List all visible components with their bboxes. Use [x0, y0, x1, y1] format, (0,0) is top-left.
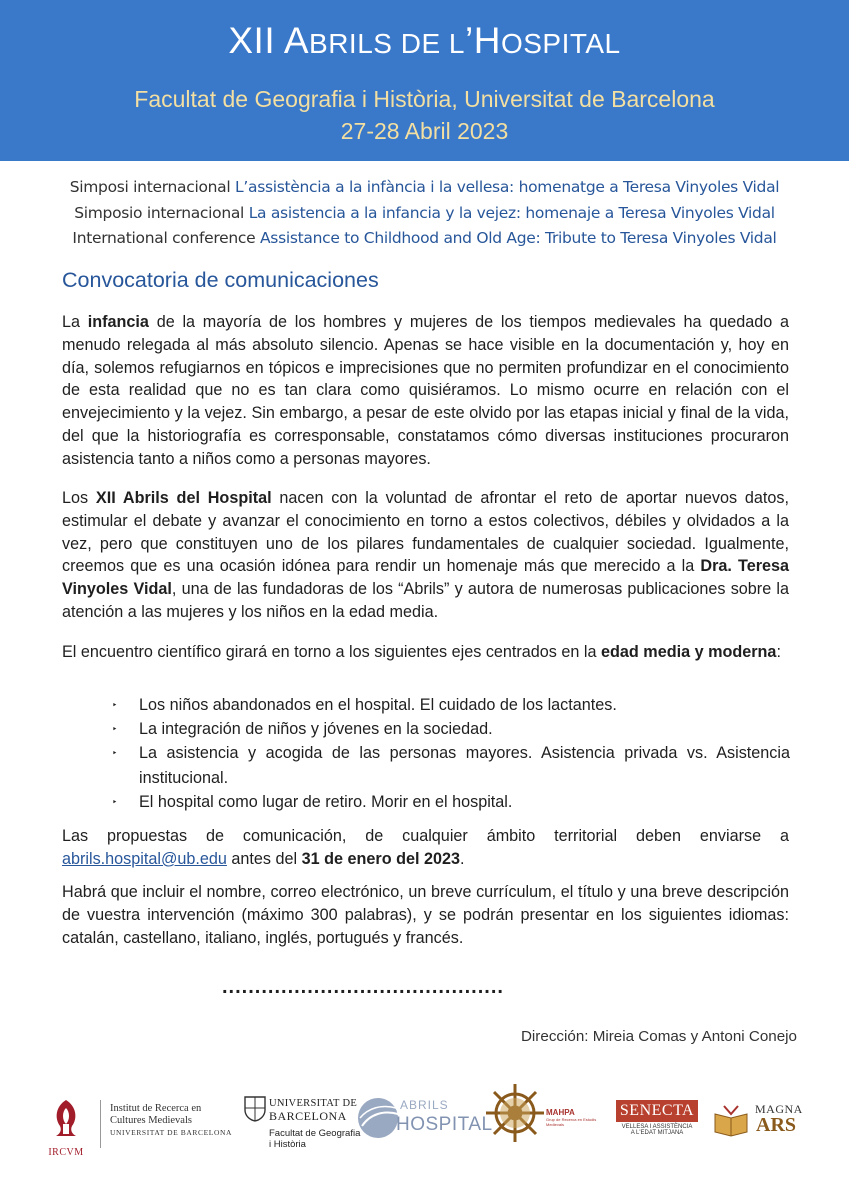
axes-list	[110, 693, 790, 814]
event-dates: 27-28 Abril 2023	[340, 118, 509, 144]
conference-title-es: Simposio internacional La asistencia a la infancia y la vejez: homenaje a Teresa Vinyoles Vidal	[74, 204, 775, 222]
ircvm-text-logo: Institut de Recerca en Cultures Medievals UNIVERSITAT DE BARCELONA	[110, 1103, 232, 1137]
deadline: 31 de enero del 2023	[301, 849, 460, 868]
ircvm-emblem-icon	[46, 1096, 86, 1142]
bullet-arrow-icon: ‣	[112, 796, 118, 807]
bullet-arrow-icon: ‣	[112, 748, 118, 759]
list-item: ‣ El hospital como lugar de retiro. Morir en el hospital.	[110, 790, 790, 814]
ship-wheel-icon	[484, 1082, 546, 1144]
direction-credit: Dirección: Mireia Comas y Antoni Conejo	[520, 1028, 797, 1045]
conference-title-ca: Simposi internacional L’assistència a la infància i la vellesa: homenatge a Teresa Vinyoles Vidal	[69, 178, 780, 196]
ircvm-logo: IRCVM	[46, 1096, 86, 1158]
paragraph-axes: El encuentro científico girará en torno a los siguientes ejes centrados en la edad media y moderna:	[62, 643, 781, 661]
magna-ars-logo: MAGNA ARS	[712, 1100, 812, 1146]
section-heading: Convocatoria de comunicaciones	[62, 268, 379, 292]
logo-divider	[100, 1100, 101, 1148]
header-banner	[0, 0, 849, 161]
conference-title-en: International conference Assistance to Childhood and Old Age: Tribute to Teresa Vinyoles Vidal	[72, 229, 777, 247]
senecta-logo: SENECTA VELLESA I ASSISTÈNCIA A L'EDAT MITJANA	[616, 1100, 698, 1136]
list-item: ‣ La integración de niños y jóvenes en la sociedad.	[110, 717, 790, 741]
bullet-arrow-icon: ‣	[112, 700, 118, 710]
bullet-arrow-icon: ‣	[112, 724, 118, 735]
sponsor-logos: IRCVM Institut de Recerca en Cultures Medievals UNIVERSITAT DE BARCELONA UNIVERSITAT DE BARCELONA Facultat de Geografia i Història ABRILS HOSPITAL MAHPA Grup de Recerca en Estudis Medievals SENECTA VELLESA I ASSISTÈNCIA A L'EDAT MITJANA MAGNA ARS	[0, 1078, 849, 1178]
list-item: ‣ La asistencia y acogida de las personas mayores. Asistencia privada vs. Asistencia institucional.	[110, 741, 790, 789]
paragraph-intro: La infancia de la mayoría de los hombres y mujeres de los tiempos medievales ha quedado a menudo relegada al más absoluto silencio. Apenas se hace visible en la documentación y, hoy en día, solemos refugiarnos en tópicos e imprecisiones que no permiten profundizar en el conocimiento de esta realidad que no es tan clara como quisiéramos. Lo mismo ocurre en relación con el envejecimiento y la vejez. Sin embargo, a pesar de este olvido por las etapas inicial y final de la vida, del que la historiografía es corresponsable, constatamos cómo diversas instituciones procuraron asistencia tanto a niños como a personas mayores.	[62, 313, 789, 468]
event-title: XII ABRILS DE L’HOSPITAL	[228, 20, 621, 61]
event-faculty: Facultat de Geografia i Història, Universitat de Barcelona	[134, 86, 715, 112]
paragraph-requirements: Habrá que incluir el nombre, correo electrónico, un breve currículum, el título y una breve descripción de vuestra intervención (máximo 300 palabras), y se podrán presentar en los siguientes idiomas: catalán, castellano, italiano, inglés, portugués y francés.	[62, 883, 789, 947]
list-item: ‣ Los niños abandonados en el hospital. El cuidado de los lactantes.	[110, 693, 790, 717]
ub-shield-icon	[244, 1096, 266, 1122]
paragraph-purpose: Los XII Abrils del Hospital nacen con la voluntad de afrontar el reto de aportar nuevos datos, estimular el debate y avanzar el conocimiento en torno a estos colectivos, débiles y olvidados a la vez, pero que constituyen uno de los pilares fundamentales de cualquier sociedad. Igualmente, creemos que es una ocasión idónea para rendir un homenaje más que merecido a la Dra. Teresa Vinyoles Vidal, una de las fundadoras de los “Abrils” y autora de numerosas publicaciones sobre la atención a las mujeres y los niños en la edad media.	[62, 489, 790, 621]
abrils-hospital-logo: ABRILS HOSPITAL	[356, 1096, 480, 1142]
open-book-icon	[712, 1102, 750, 1140]
email-link[interactable]: abrils.hospital@ub.edu	[62, 849, 227, 868]
dotted-separator: ...........................................	[222, 976, 504, 998]
mahpa-wheel-logo	[484, 1082, 546, 1144]
mahpa-text-logo: MAHPA Grup de Recerca en Estudis Medievals	[546, 1108, 597, 1127]
paragraph-submission: Las propuestas de comunicación, de cualquier ámbito territorial deben enviarse a abrils.hospital@ub.edu antes del 31 de enero del 2023.	[62, 827, 789, 868]
